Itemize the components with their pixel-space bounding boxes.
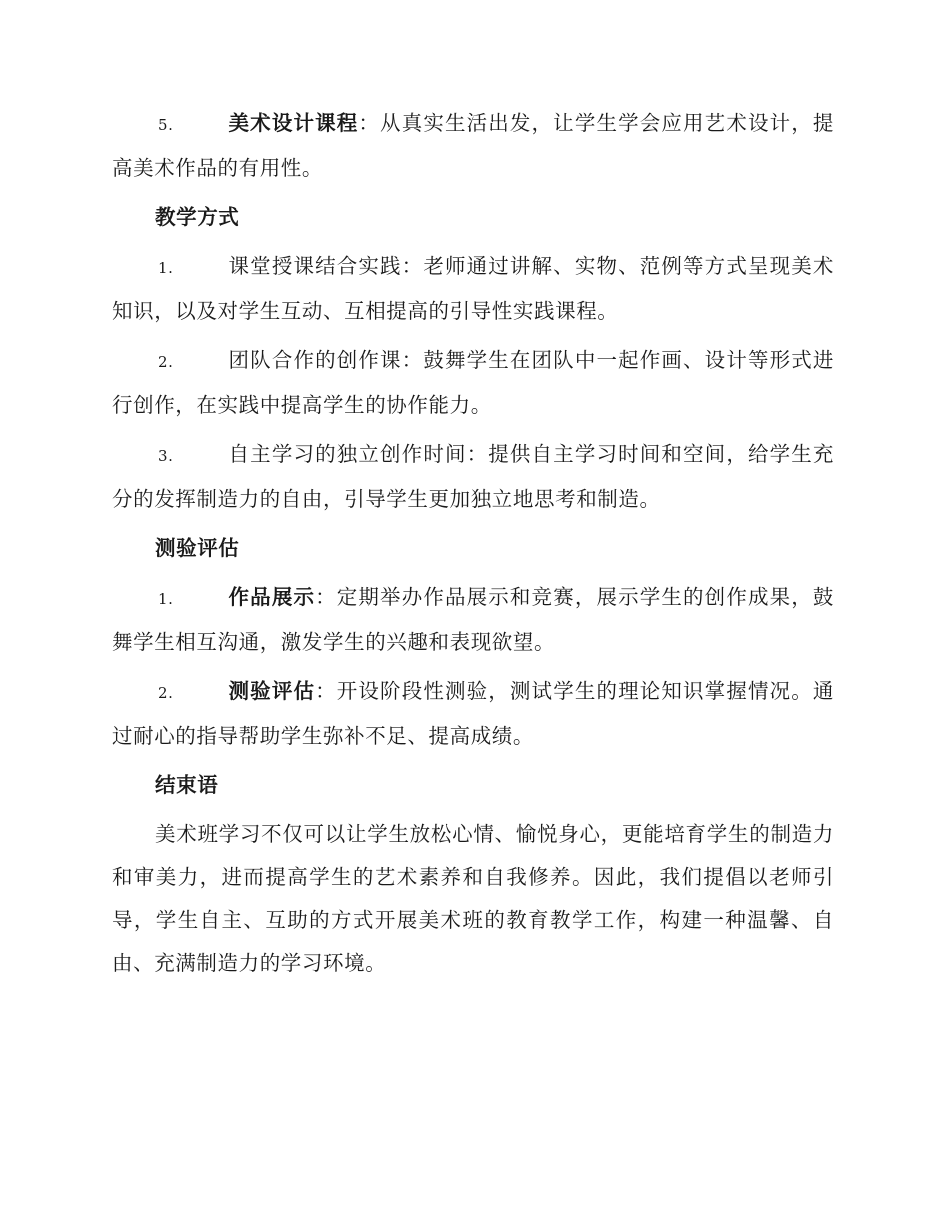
list-item-test-evaluation (112, 670, 834, 758)
document-page (112, 102, 834, 991)
list-item-independent-creation (112, 433, 834, 521)
list-number: 2. (158, 684, 174, 702)
list-text: ：从真实生活出发，让学生学会应用艺术设计，提高美术作品的有用性。 (112, 111, 834, 180)
list-text: ：开设阶段性测验，测试学生的理论知识掌握情况。通过耐心的指导帮助学生弥补不足、提高成绩。 (112, 679, 834, 748)
list-item-classroom-practice (112, 245, 834, 333)
list-text: 课堂授课结合实践：老师通过讲解、实物、范例等方式呈现美术知识，以及对学生互动、互相提高的引导性实践课程。 (112, 254, 834, 323)
section-heading-conclusion: 结束语 (155, 773, 219, 797)
list-number: 1. (158, 259, 174, 277)
list-term: 测验评估 (228, 679, 316, 703)
conclusion-paragraph: 美术班学习不仅可以让学生放松心情、愉悦身心，更能培育学生的制造力和审美力，进而提高学生的艺术素养和自我修养。因此，我们提倡以老师引导，学生自主、互助的方式开展美术班的教育教学工作，构建一种温馨、自由、充满制造力的学习环境。 (112, 822, 834, 975)
list-number: 5. (158, 116, 174, 134)
list-number: 2. (158, 353, 174, 371)
section-heading-teaching-methods: 教学方式 (155, 205, 240, 229)
list-item-art-design-course (112, 102, 834, 190)
list-term: 美术设计课程 (228, 111, 359, 135)
list-number: 3. (158, 447, 174, 465)
list-term: 作品展示 (228, 585, 316, 609)
list-text: 自主学习的独立创作时间：提供自主学习时间和空间，给学生充分的发挥制造力的自由，引导学生更加独立地思考和制造。 (112, 442, 834, 511)
list-item-team-creation (112, 339, 834, 427)
section-heading-assessment: 测验评估 (155, 536, 240, 560)
list-number: 1. (158, 590, 174, 608)
list-text: ：定期举办作品展示和竞赛，展示学生的创作成果，鼓舞学生相互沟通，激发学生的兴趣和表现欲望。 (112, 585, 834, 654)
list-item-work-exhibition (112, 576, 834, 664)
list-text: 团队合作的创作课：鼓舞学生在团队中一起作画、设计等形式进行创作，在实践中提高学生的协作能力。 (112, 348, 834, 417)
